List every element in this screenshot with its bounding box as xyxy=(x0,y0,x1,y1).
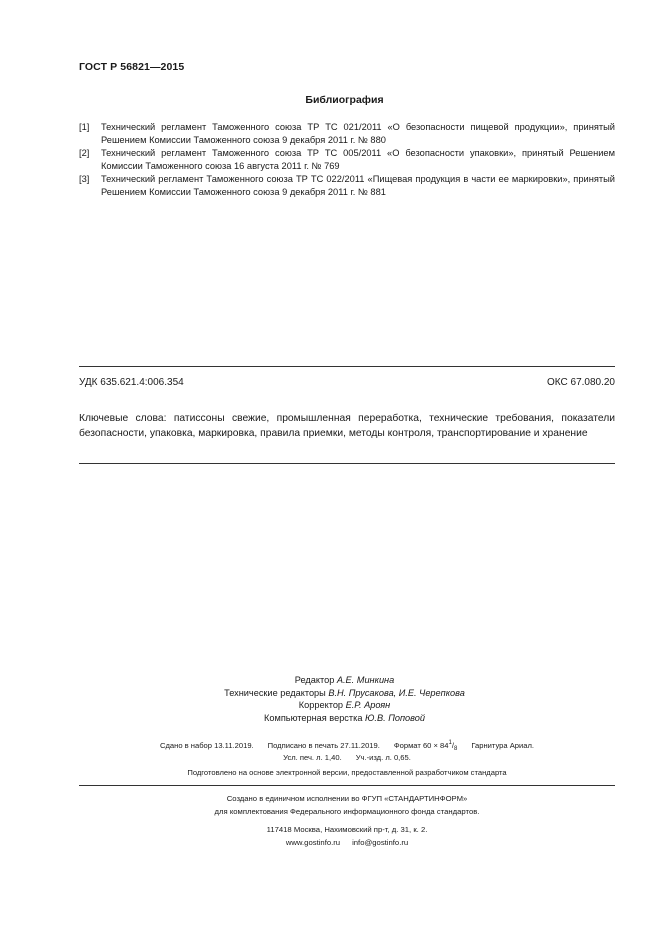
reference-text: Технический регламент Таможенного союза ТР ТС 022/2011 «Пищевая продукция в части ее маркировки», принятый Решением Комиссии Таможенного союза 9 декабря 2011 г. № 881 xyxy=(101,174,615,197)
keywords: Ключевые слова: патиссоны свежие, промышленная переработка, технические требования, показатели безопасности, упаковка, маркировка, правила приемки, методы контроля, транспортирование и хранение xyxy=(79,413,615,439)
reference-text: Технический регламент Таможенного союза ТР ТС 021/2011 «О безопасности пищевой продукции», принятый Решением Комиссии Таможенного союза 9 декабря 2011 г. № 880 xyxy=(101,122,615,145)
email-link[interactable]: info@gostinfo.ru xyxy=(352,838,409,847)
divider xyxy=(79,785,615,786)
paper-format: Формат $60 \times 84^1/_8$ xyxy=(393,740,458,752)
prepared-note: Подготовлено на основе электронной версии, предоставленной разработчиком стандарта xyxy=(187,768,507,777)
layout-line: Компьютерная верстка Ю.В. Поповой xyxy=(264,712,425,723)
imprint-line-2 xyxy=(79,753,615,762)
bibliography-item xyxy=(79,173,615,199)
divider xyxy=(79,366,615,367)
typeface: Гарнитура Ариал. xyxy=(471,741,535,750)
reference-number: [1] xyxy=(79,122,90,132)
publisher-line: Создано в единичном исполнении во ФГУП «СТАНДАРТИНФОРМ» xyxy=(226,794,468,803)
corrector-line: Корректор Е.Р. Ароян xyxy=(298,700,391,710)
oks-code: ОКС 67.080.20 xyxy=(547,377,615,388)
reference-text: Технический регламент Таможенного союза ТР ТС 005/2011 «О безопасности упаковки», принятый Решением Комиссии Таможенного союза 16 августа 2011 г. № 769 xyxy=(101,148,615,171)
publisher-line: для комплектования Федерального информационного фонда стандартов. xyxy=(214,807,480,816)
publisher-contacts xyxy=(79,836,615,849)
editor-line: Редактор А.Е. Минкина xyxy=(294,675,395,685)
print-sheets: Усл. печ. л. 1,40. xyxy=(283,753,342,762)
imprint-line-1 xyxy=(79,740,615,752)
udk-code: УДК 635.621.4:006.354 xyxy=(79,377,184,388)
signed-date: Подписано в печать 27.11.2019. xyxy=(267,741,380,750)
publisher-address: 117418 Москва, Нахимовский пр-т, д. 31, к. 2. xyxy=(266,825,428,834)
reference-number: [2] xyxy=(79,148,90,158)
tech-editors-line: Технические редакторы В.Н. Прусакова, И.Е. Черепкова xyxy=(224,687,465,698)
reference-number: [3] xyxy=(79,174,90,184)
website-link[interactable]: www.gostinfo.ru xyxy=(285,838,341,847)
bibliography-item xyxy=(79,121,615,147)
bibliography-title: Библиография xyxy=(305,94,384,106)
bibliography-item xyxy=(79,147,615,173)
sent-date: Сдано в набор 13.11.2019. xyxy=(159,741,254,750)
standard-id: ГОСТ Р 56821—2015 xyxy=(79,61,185,73)
editorial-credits xyxy=(0,674,661,724)
publishing-sheets: Уч.-изд. л. 0,65. xyxy=(355,753,411,762)
publisher-info xyxy=(79,792,615,849)
divider xyxy=(79,463,615,464)
